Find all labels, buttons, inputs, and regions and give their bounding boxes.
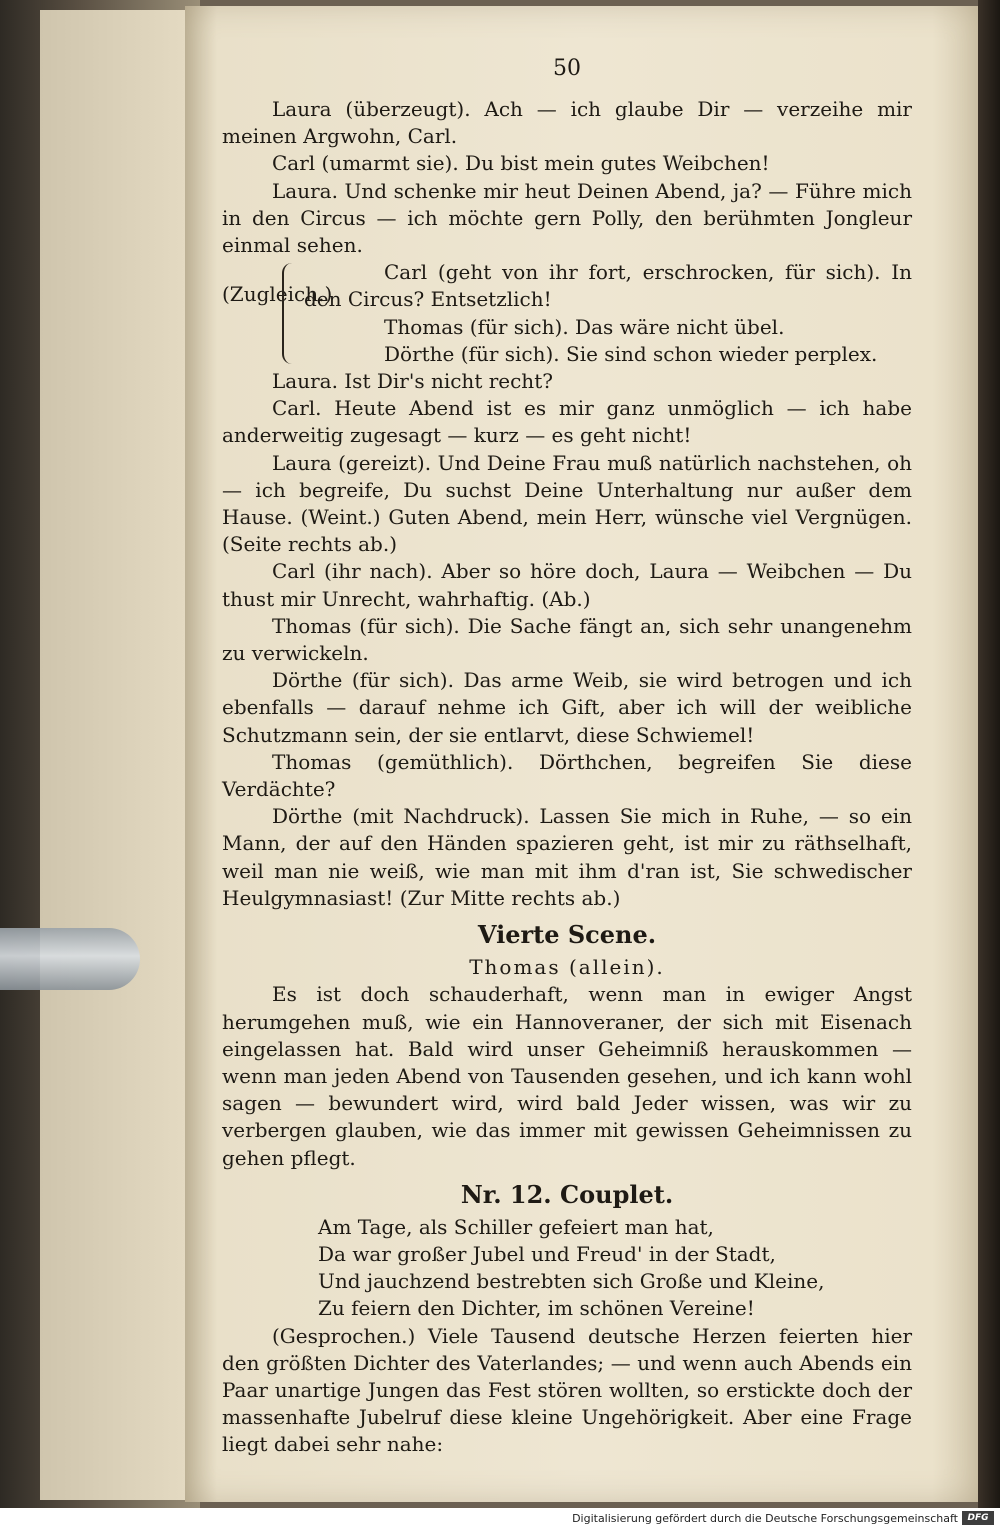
simultaneous-speech-group: [222, 259, 912, 368]
simultaneous-lines: [304, 259, 912, 368]
verse-line: Und jauchzend bestrebten sich Große und Kleine,: [318, 1269, 825, 1294]
dialogue-line: Laura. Ist Dir's nicht recht?: [272, 369, 553, 394]
scene-heading: Vierte Scene.: [477, 920, 657, 950]
couplet-heading: Nr. 12. Couplet.: [460, 1179, 674, 1209]
dfg-logo-icon: DFG: [962, 1511, 994, 1525]
monologue: Es ist doch schauderhaft, wenn man in ewiger Angst herumgehen muß, wie ein Hannoveraner, der sich mit Eisenach eingelassen hat. Bald wird unser Geheimniß herauskommen — wenn man jeden Abend von Tausenden gesehen, und ich kann wohl sagen — bewundert wird, wird bald Jeder wissen, was wir zu verbergen glauben, wie das immer mit gewissen Geheimnissen zu gehen pflegt.: [222, 982, 912, 1170]
dialogue-line: Laura. Und schenke mir heut Deinen Abend, ja? — Führe mich in den Circus — ich möchte gern Polly, den berühmten Jongleur einmal sehen.: [222, 178, 912, 258]
verse-line: Da war großer Jubel und Freud' in der Stadt,: [318, 1241, 776, 1266]
dialogue-line: Carl (geht von ihr fort, erschrocken, für sich). In den Circus? Entsetzlich!: [304, 260, 912, 312]
verse-line: Am Tage, als Schiller gefeiert man hat,: [318, 1214, 714, 1239]
dialogue-line: Dörthe (für sich). Sie sind schon wieder perplex.: [384, 341, 878, 366]
dialogue-line: Laura (überzeugt). Ach — ich glaube Dir — verzeihe mir meinen Argwohn, Carl.: [222, 97, 912, 149]
dialogue-line: Dörthe (für sich). Das arme Weib, sie wird betrogen und ich ebenfalls — darauf nehme ich Gift, aber ich will der weibliche Schutzmann sein, der sie entlarvt, diese Schwiemel!: [222, 668, 912, 747]
page-holder-thumb: [0, 928, 140, 990]
dialogue-line: Thomas (für sich). Das wäre nicht übel.: [384, 314, 785, 339]
dialogue-line: Carl (umarmt sie). Du bist mein gutes Weibchen!: [272, 151, 770, 176]
dialogue-line: Carl. Heute Abend ist es mir ganz unmöglich — ich habe anderweitig zugesagt — kurz — es geht nicht!: [222, 396, 912, 448]
brace: [282, 263, 298, 364]
dialogue-line: Laura (gereizt). Und Deine Frau muß natürlich nachstehen, oh — ich begreife, Du suchst Deine Unterhaltung nur außer dem Hause. (Weint.) Guten Abend, mein Herr, wünsche viel Vergnügen. (Seite rechts ab.): [222, 450, 912, 557]
funding-notice: Digitalisierung gefördert durch die Deutsche Forschungsgemeinschaft: [572, 1512, 958, 1525]
dialogue-line: Thomas (gemüthlich). Dörthchen, begreifen Sie diese Verdächte?: [222, 749, 912, 802]
zugleich-label: (Zugleich.): [222, 282, 333, 307]
dialogue-line: Thomas (für sich). Die Sache fängt an, sich sehr unangenehm zu verwickeln.: [222, 613, 912, 666]
right-book-edge: [978, 0, 1000, 1508]
dialogue-line: Carl (ihr nach). Aber so höre doch, Laura — Weibchen — Du thust mir Unrecht, wahrhaftig. (Ab.): [222, 559, 912, 611]
dialogue-line: Dörthe (mit Nachdruck). Lassen Sie mich in Ruhe, — so ein Mann, der auf den Händen spazieren geht, ist mir zu räthselhaft, weil man nie weiß, wie man mit ihm d'ran ist, Sie schwedischer Heulgymnasiast! (Zur Mitte rechts ab.): [222, 804, 912, 910]
verse-line: Zu feiern den Dichter, im schönen Vereine!: [318, 1296, 755, 1321]
page-content: [222, 50, 912, 1459]
spoken-passage: (Gesprochen.) Viele Tausend deutsche Herzen feierten hier den größten Dichter des Vaterlandes; — und wenn auch Abends ein Paar unartige Jungen das Fest stören wollten, so erstickte doch der massenhafte Jubelruf diese kleine Ungehörigkeit. Aber eine Frage liegt dabei sehr nahe:: [222, 1323, 912, 1457]
digitization-footer: [0, 1508, 1000, 1528]
scene-speaker: Thomas (allein).: [469, 955, 665, 980]
page-number: 50: [553, 56, 581, 81]
